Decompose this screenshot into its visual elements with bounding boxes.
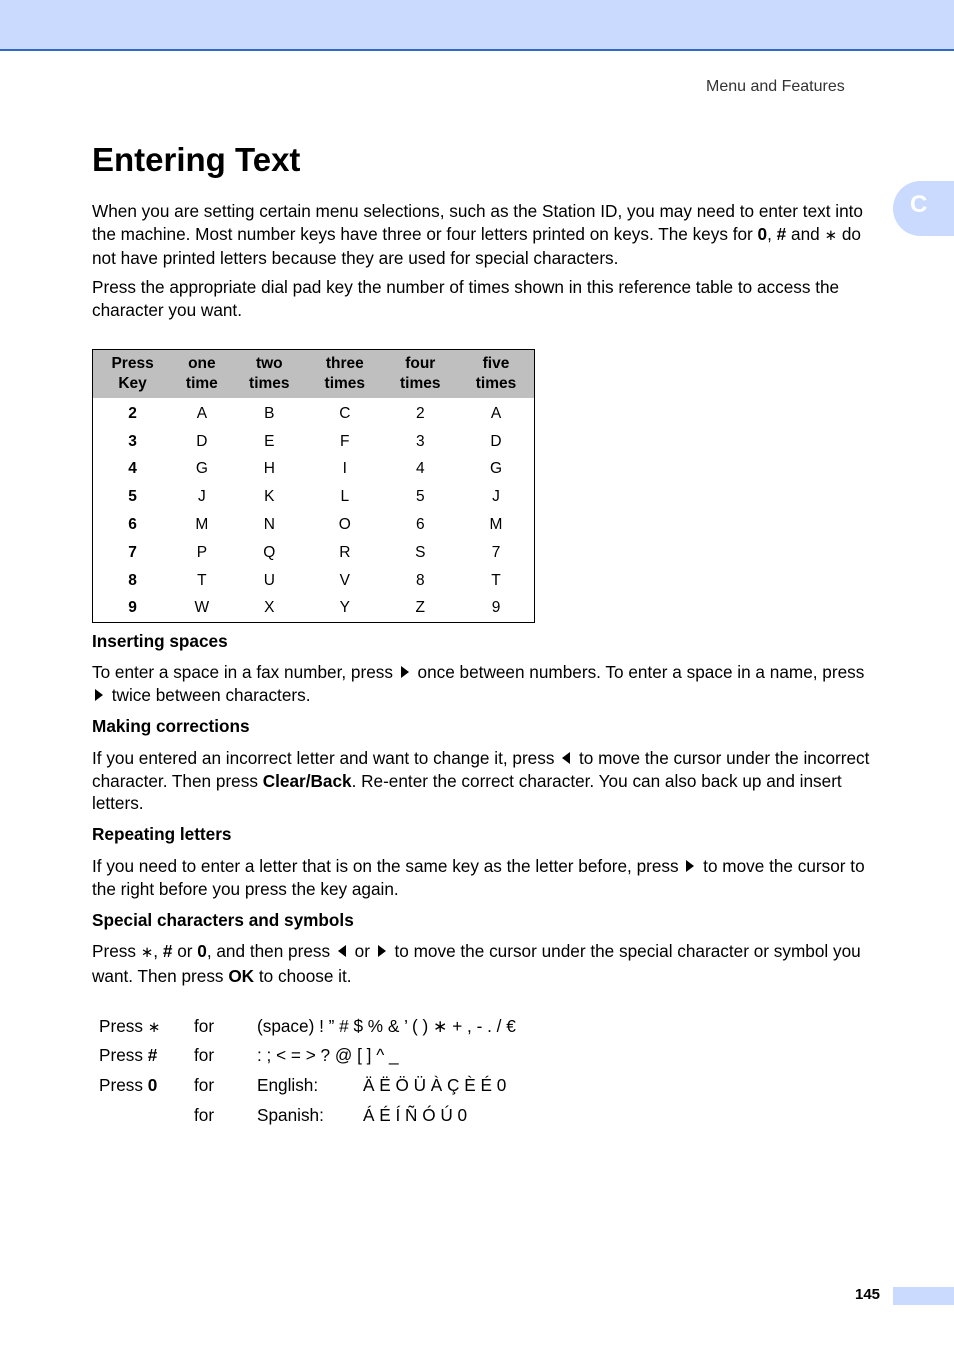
- table-row: [93, 567, 535, 595]
- header-line: Key: [118, 375, 147, 392]
- text: or: [349, 941, 375, 961]
- table-row: [93, 511, 535, 539]
- key-zero: 0: [147, 1075, 158, 1095]
- table-header-cell: [172, 350, 231, 399]
- character-cell: 3: [415, 432, 425, 450]
- right-arrow-icon: [95, 689, 103, 701]
- press-label: Press: [99, 1016, 143, 1036]
- table-header-cell: [458, 350, 534, 399]
- character-cell: W: [194, 599, 210, 617]
- table-row: [93, 595, 535, 623]
- character-cell: M: [489, 516, 503, 534]
- text: . Re-enter the correct character. You can also back up and insert letters.: [92, 770, 842, 814]
- for-label: for: [194, 1105, 215, 1125]
- character-cell: F: [340, 432, 350, 450]
- key-cell: 2: [128, 404, 137, 422]
- character-cell: J: [197, 488, 206, 506]
- text: ,: [153, 941, 163, 961]
- spanish-characters: Á É Í Ñ Ó Ú 0: [363, 1105, 468, 1125]
- special-paragraph: [92, 940, 882, 987]
- table-header-cell: [232, 350, 307, 399]
- table-header-cell: [93, 350, 173, 399]
- key-cell: 4: [128, 460, 137, 478]
- press-label: Press: [99, 1045, 143, 1065]
- key-cell: 5: [128, 488, 137, 506]
- character-cell: S: [415, 543, 426, 561]
- key-hash: #: [776, 223, 787, 244]
- text: When you are setting certain menu selections, such as the Station ID, you may need to enter text into the machine. Most number keys have three or four letters printed on keys. The keys for: [92, 201, 863, 244]
- character-cell: T: [491, 571, 501, 589]
- running-header: Menu and Features: [706, 78, 845, 95]
- character-cell: L: [340, 488, 350, 506]
- table-row: [93, 428, 535, 456]
- character-cell: M: [195, 516, 209, 534]
- character-cell: T: [197, 571, 207, 589]
- header-line: two: [255, 355, 283, 372]
- symbol-row-zero-key: [99, 1075, 157, 1096]
- header-line: four: [405, 355, 436, 372]
- header-line: times: [475, 375, 517, 392]
- character-cell: V: [339, 571, 350, 589]
- text: do not have printed letters because they are used for special characters.: [92, 223, 861, 269]
- character-cell: Y: [339, 599, 350, 617]
- table-row: [93, 539, 535, 567]
- table-header-cell: [383, 350, 458, 399]
- header-line: Press: [111, 355, 154, 372]
- character-cell: H: [263, 460, 275, 478]
- star-icon: ∗: [824, 226, 838, 244]
- intro-paragraph-1: [92, 200, 882, 270]
- header-line: times: [324, 375, 366, 392]
- table-header-row: [93, 350, 535, 399]
- text: , and then press: [206, 941, 335, 961]
- header-line: times: [249, 375, 290, 392]
- text: To enter a space in a fax number, press: [92, 662, 398, 682]
- heading-repeating-letters: Repeating letters: [92, 824, 232, 844]
- character-cell: D: [196, 432, 208, 450]
- repeating-paragraph: [92, 855, 882, 900]
- right-arrow-icon: [686, 860, 694, 872]
- for-label: for: [194, 1075, 215, 1095]
- table-row: [93, 398, 535, 428]
- text: to choose it.: [254, 965, 352, 986]
- character-cell: 5: [415, 488, 425, 506]
- key-cell: 3: [128, 432, 137, 450]
- header-line: times: [400, 375, 441, 392]
- key-cell: 9: [128, 599, 137, 617]
- star-icon: ∗: [147, 1019, 161, 1036]
- character-cell: 8: [415, 571, 425, 589]
- table-row: [93, 456, 535, 484]
- left-arrow-icon: [562, 752, 570, 764]
- character-cell: Z: [415, 599, 425, 617]
- header-line: one: [188, 355, 216, 372]
- spanish-label: Spanish:: [257, 1105, 324, 1125]
- character-cell: Q: [263, 543, 276, 561]
- chapter-tab: [893, 181, 954, 236]
- heading-inserting-spaces: Inserting spaces: [92, 631, 228, 651]
- page-number-bar: [893, 1287, 954, 1305]
- key-zero: 0: [757, 223, 768, 244]
- key-zero: 0: [197, 941, 207, 961]
- character-cell: N: [263, 516, 275, 534]
- for-label: for: [194, 1045, 215, 1065]
- key-clear-back: Clear/Back: [262, 770, 352, 791]
- table-header-cell: [307, 350, 382, 399]
- page-number: 145: [855, 1286, 881, 1303]
- text: to move the cursor under the special character or symbol you want. Then press: [92, 941, 861, 986]
- key-cell: 8: [128, 571, 137, 589]
- key-cell: 6: [128, 516, 137, 534]
- character-cell: J: [492, 488, 500, 506]
- character-cell: D: [490, 432, 502, 450]
- intro-paragraph-2: Press the appropriate dial pad key the number of times shown in this reference table to access the character you want.: [92, 277, 840, 320]
- key-cell: 7: [128, 543, 137, 561]
- header-line: time: [185, 375, 218, 392]
- character-cell: G: [489, 460, 503, 478]
- character-cell: 2: [415, 404, 425, 422]
- text: once between numbers. To enter a space in a name, press: [412, 662, 865, 682]
- text: Press: [92, 941, 141, 961]
- character-cell: A: [490, 404, 502, 422]
- character-cell: K: [264, 488, 275, 506]
- english-characters: Ä Ë Ö Ü À Ç È É 0: [363, 1075, 507, 1095]
- character-cell: A: [196, 404, 208, 422]
- table-body: [93, 398, 535, 623]
- text: to move the cursor under the incorrect character. Then press: [92, 748, 870, 791]
- press-label: Press: [99, 1075, 143, 1095]
- character-cell: B: [264, 404, 275, 422]
- key-reference-table: [92, 349, 535, 623]
- text: or: [172, 941, 198, 961]
- hash-characters: : ; < = > ? @ [ ] ^ _: [257, 1045, 399, 1065]
- heading-making-corrections: Making corrections: [92, 716, 250, 736]
- corrections-paragraph: [92, 747, 882, 815]
- character-cell: C: [339, 404, 351, 422]
- character-cell: G: [195, 460, 208, 478]
- key-hash: #: [162, 941, 173, 961]
- header-line: five: [482, 355, 510, 372]
- inserting-paragraph: [92, 661, 882, 706]
- character-cell: X: [264, 599, 275, 617]
- character-cell: 6: [415, 516, 425, 534]
- character-cell: I: [342, 460, 347, 478]
- text: ,: [767, 223, 777, 244]
- header-line: three: [325, 355, 364, 372]
- text: to move the cursor to the right before you press the key again.: [92, 856, 865, 899]
- character-cell: 7: [491, 543, 501, 561]
- character-cell: 9: [491, 599, 501, 617]
- character-cell: O: [338, 516, 351, 534]
- text: If you need to enter a letter that is on the same key as the letter before, press: [92, 856, 684, 876]
- page-title: Entering Text: [92, 141, 301, 178]
- right-arrow-icon: [378, 945, 386, 957]
- key-ok: OK: [228, 965, 255, 986]
- character-cell: U: [263, 571, 275, 589]
- left-arrow-icon: [338, 945, 346, 957]
- character-cell: R: [339, 543, 351, 561]
- key-hash: #: [147, 1045, 158, 1065]
- for-label: for: [194, 1016, 215, 1036]
- character-cell: P: [196, 543, 208, 561]
- top-banner: [0, 0, 954, 51]
- symbol-row-star-key: [99, 1016, 160, 1037]
- character-cell: E: [264, 432, 275, 450]
- symbol-row-hash-key: [99, 1045, 157, 1066]
- english-label: English:: [257, 1075, 319, 1095]
- text: and: [786, 223, 825, 244]
- character-cell: 4: [415, 460, 425, 478]
- heading-special-characters: Special characters and symbols: [92, 910, 354, 930]
- text: If you entered an incorrect letter and want to change it, press: [92, 748, 560, 768]
- text: twice between characters.: [107, 684, 311, 705]
- chapter-tab-letter: C: [910, 191, 928, 218]
- star-characters: (space) ! ” # $ % & ’ ( ) ∗ + , - . / €: [257, 1016, 516, 1036]
- star-icon: ∗: [140, 944, 154, 961]
- table-row: [93, 483, 535, 511]
- right-arrow-icon: [401, 666, 409, 678]
